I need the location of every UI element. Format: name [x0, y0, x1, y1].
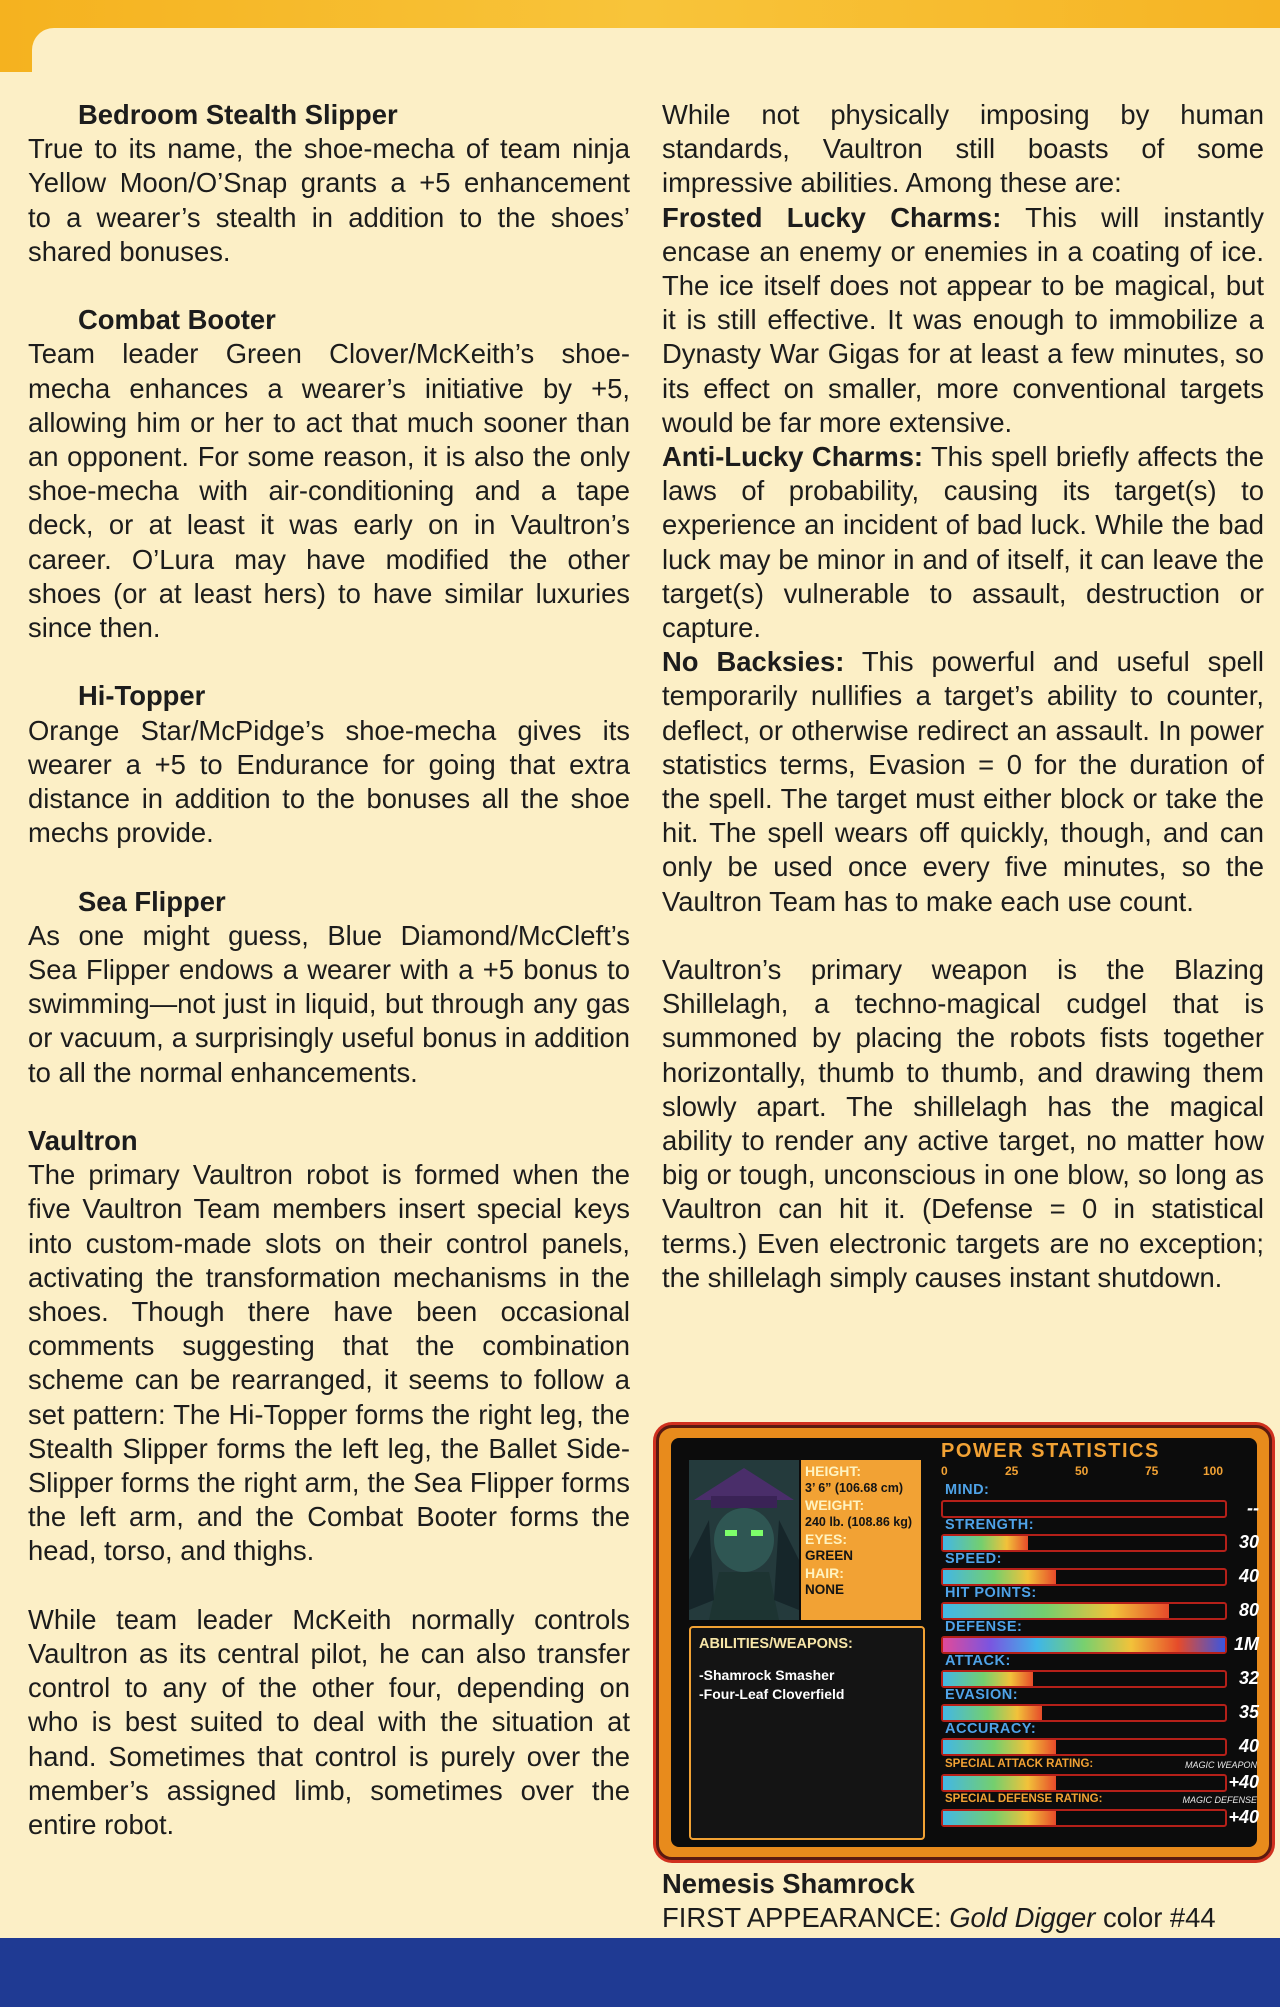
caption-first-rest: color #44 [1095, 1902, 1216, 1934]
ability-text: This powerful and useful spell temporarily nullifies a target’s ability to counter, deflect, or otherwise redirect an assault. In power statistics terms, Evasion = 0 for the duration of the spell. The target must either block or take the hit. The spell wears off quickly, though, and can only be used once every five minutes, so the Vaultron Team has to make each use count. [662, 646, 1264, 917]
stat-strength-label: STRENGTH: [945, 1517, 1035, 1533]
stat-fill [943, 1706, 1042, 1720]
weight-value: 240 lb. (108.86 kg) [805, 1515, 913, 1529]
stat-hit-points-label: HIT POINTS: [945, 1585, 1037, 1601]
caption-first-label: FIRST APPEARANCE: [662, 1902, 950, 1934]
hair-label: HAIR: [805, 1565, 844, 1581]
para-hi-topper: Orange Star/McPidge’s shoe-mecha gives its wearer a +5 to Endurance for going that extra distance in addition to the bonuses all the shoe mechs provide. [28, 714, 630, 849]
para-stealth-slipper: True to its name, the shoe-mecha of team ninja Yellow Moon/O’Snap grants a +5 enhancement to a wearer’s stealth in addition to the shoes’ shared bonuses. [28, 133, 630, 267]
robot-portrait-icon [689, 1460, 799, 1620]
stats-scale [941, 1464, 1231, 1484]
para-combat-booter: Team leader Green Clover/McKeith’s shoe-mecha enhances a wearer’s initiative by +5, allowing him or her to act that much sooner than an opponent. For some reason, it is also the only shoe-mecha with air-conditioning and a tape deck, or at least it was early on in Vaultron’s career. O’Lura may have modified the other shoes (or at least hers) to have similar luxuries since then. [28, 338, 630, 644]
ability-anti-lucky [662, 440, 1264, 645]
stat-defense-value: 1M [1233, 1634, 1259, 1654]
stat-accuracy-value: 40 [1238, 1736, 1259, 1756]
special-defense-label: SPECIAL DEFENSE RATING: [945, 1793, 1103, 1805]
heading-vaultron: Vaultron [28, 1125, 138, 1157]
heading-stealth-slipper: Bedroom Stealth Slipper [78, 99, 398, 130]
weight-label: WEIGHT: [805, 1497, 865, 1513]
card-inner [671, 1438, 1257, 1847]
special-attack-value: +40 [1228, 1772, 1259, 1792]
para-vaultron-pilot: While team leader McKeith normally controls Vaultron as its central pilot, he can also transfer control to any of the other four, depending on who is best suited to deal with the situation at hand. Sometimes that control is purely over the member’s assigned limb, sometimes over the entire robot. [28, 1603, 630, 1841]
ability-text: This will instantly encase an enemy or enemies in a coating of ice. The ice itself does not appear to be magical, but it is still effective. It was enough to immobilize a Dynasty War Gigas for at least a few minutes, so its effect on smaller, more conventional targets would be far more extensive. [662, 201, 1264, 438]
height-value: 3’ 6” (106.68 cm) [805, 1481, 903, 1495]
height-label: HEIGHT: [805, 1463, 861, 1479]
special-defense-bar [941, 1809, 1227, 1827]
heading-sea-flipper: Sea Flipper [78, 885, 226, 917]
abilities-panel [689, 1626, 925, 1840]
special-attack-bar [941, 1774, 1227, 1792]
stat-evasion-bar [941, 1704, 1227, 1722]
stat-speed-value: 40 [1238, 1566, 1259, 1586]
stat-mind-value: -- [1247, 1498, 1259, 1518]
stat-fill [943, 1638, 1225, 1652]
abilities-title: ABILITIES/WEAPONS: [699, 1636, 853, 1652]
para-sea-flipper: As one might guess, Blue Diamond/McCleft’s Sea Flipper endows a wearer with a +5 bonus to swimming—not just in liquid, but through any gas or vacuum, a surprisingly useful bonus in addition to all the normal enhancements. [28, 919, 630, 1088]
eyes-value: GREEN [805, 1548, 854, 1563]
special-attack-label: SPECIAL ATTACK RATING: [945, 1758, 1094, 1770]
caption-first-title: Gold Digger [949, 1902, 1096, 1934]
caption-name: Nemesis Shamrock [662, 1868, 915, 1899]
stat-fill [943, 1604, 1169, 1618]
stat-defense-label: DEFENSE: [945, 1619, 1023, 1635]
stat-attack-value: 32 [1238, 1668, 1259, 1688]
stat-hit-points-bar [941, 1602, 1227, 1620]
stat-evasion-label: EVASION: [945, 1687, 1019, 1703]
stat-speed-bar [941, 1568, 1227, 1586]
stat-accuracy-bar [941, 1738, 1227, 1756]
ability-term: Frosted Lucky Charms: [662, 201, 1002, 233]
ability-text: This spell briefly affects the laws of probability, causing its target(s) to experience an incident of bad luck. While the bad luck may be minor in and of itself, it can leave the target(s) vulnerable to assault, destruction or capture. [662, 441, 1264, 644]
footer-band [0, 1938, 1280, 2007]
stat-strength-bar [941, 1534, 1227, 1552]
special-defense-value: +40 [1228, 1807, 1259, 1827]
heading-hi-topper: Hi-Topper [78, 680, 206, 712]
scale-tick: 100 [1203, 1464, 1224, 1478]
stat-fill [943, 1811, 1056, 1825]
ability-frosted [662, 201, 1264, 440]
stat-fill [943, 1570, 1056, 1584]
scale-tick: 0 [941, 1464, 948, 1478]
stat-fill [943, 1776, 1056, 1790]
stat-fill [943, 1740, 1056, 1754]
stat-fill [943, 1672, 1033, 1686]
header-tab [32, 28, 1280, 88]
para-weapon: Vaultron’s primary weapon is the Blazing Shillelagh, a techno-magical cudgel that is summoned by placing the robots fists together horizontally, thumb to thumb, and drawing them slowly apart. The shillelagh has the magical ability to render any active target, no matter how big or tough, unconscious in one blow, so long as Vaultron can hit it. (Defense = 0 in statistical terms.) Even electronic targets are no exception; the shillelagh simply causes instant shutdown. [662, 954, 1264, 1293]
ability-no-backsies [662, 645, 1264, 919]
stat-evasion-value: 35 [1238, 1702, 1259, 1722]
scale-tick: 25 [1005, 1464, 1019, 1478]
stat-mind-bar [941, 1500, 1227, 1518]
power-stats-card [656, 1425, 1272, 1860]
right-column [662, 98, 1264, 1295]
stat-defense-bar [941, 1636, 1227, 1654]
left-column [28, 98, 630, 1842]
stat-attack-label: ATTACK: [945, 1653, 1011, 1669]
caption-first-appearance [662, 1901, 1266, 1935]
stat-strength-value: 30 [1238, 1532, 1259, 1552]
para-intro: While not physically imposing by human standards, Vaultron still boasts of some impressive abilities. Among these are: [662, 99, 1264, 199]
scale-tick: 50 [1075, 1464, 1089, 1478]
stat-mind-label: MIND: [945, 1482, 990, 1498]
ability-term: No Backsies: [662, 646, 845, 678]
eyes-label: EYES: [805, 1531, 848, 1547]
special-defense-note: MAGIC DEFENSE [1182, 1795, 1257, 1805]
stat-accuracy-label: ACCURACY: [945, 1721, 1037, 1737]
stat-fill [943, 1536, 1028, 1550]
ability-term: Anti-Lucky Charms: [662, 441, 924, 473]
stat-hit-points-value: 80 [1238, 1600, 1259, 1620]
para-vaultron: The primary Vaultron robot is formed when the five Vaultron Team members insert special keys into custom-made slots on their control panels, activating the transformation mechanisms in the shoes. Though there have been occasional comments suggesting that the combination scheme can be rearranged, it seems to follow a set pattern: The Hi-Topper forms the right leg, the Stealth Slipper forms the left leg, the Ballet Side-Slipper forms the right arm, the Sea Flipper forms the left arm, and the Combat Booter forms the head, torso, and thighs. [28, 1159, 630, 1567]
special-attack-note: MAGIC WEAPON [1184, 1760, 1257, 1770]
stats-panel [933, 1438, 1259, 1847]
character-portrait [689, 1460, 799, 1620]
stat-attack-bar [941, 1670, 1227, 1688]
ability-item: -Shamrock Smasher [699, 1667, 835, 1683]
bio-panel [801, 1460, 921, 1620]
stats-title: POWER STATISTICS [941, 1440, 1160, 1462]
stat-speed-label: SPEED: [945, 1551, 1002, 1567]
ability-item: -Four-Leaf Cloverfield [699, 1686, 845, 1702]
hair-value: NONE [805, 1582, 845, 1597]
scale-tick: 75 [1145, 1464, 1159, 1478]
heading-combat-booter: Combat Booter [78, 304, 276, 336]
